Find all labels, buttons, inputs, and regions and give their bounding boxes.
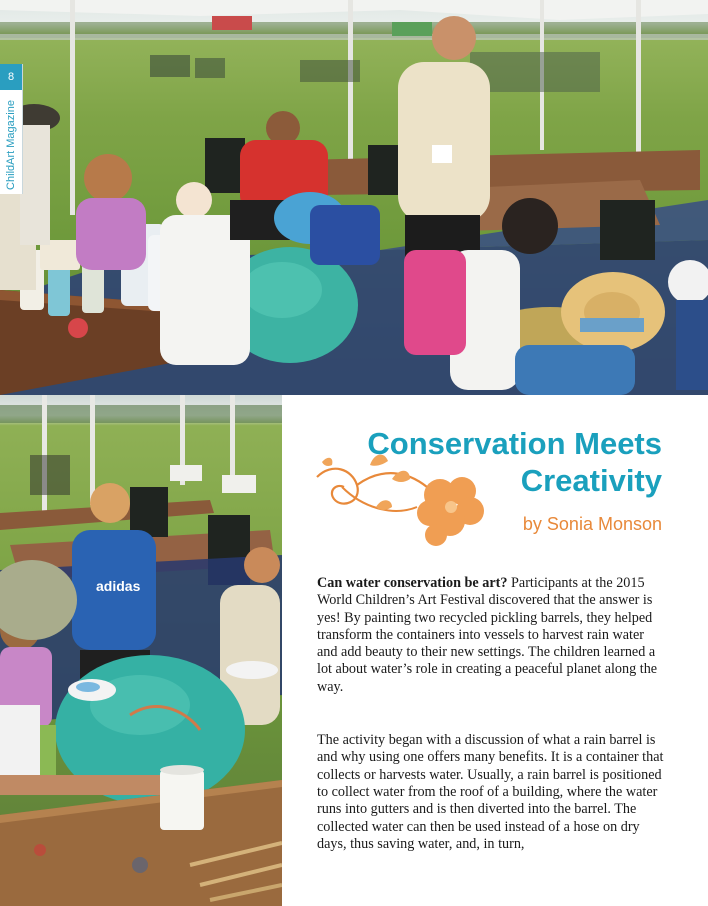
page-number: 8 [0, 64, 22, 90]
photo-children-painting-barrel [0, 0, 708, 395]
paragraph-2: The activity began with a discussion of what a rain barrel is and why using one offers many benefits. It is a container that collects or harvests water. Usually, a rain barrel is positioned to collect water from the roof of a building, where the water runs into gutters and is then diverted into the barrel. The collected water can then be used instead of a hose on dry days, thus saving water, and, in turn, [317, 732, 664, 852]
top-photo-illustration [0, 0, 708, 395]
article-panel [282, 395, 708, 906]
adidas-shirt-text: adidas [96, 578, 141, 594]
paragraph-1 [317, 575, 667, 696]
paragraph-1-rest: Participants at the 2015 World Children’s Art Festival discovered that the answer is yes! By painting two recycled pickling barrels, they helped transform the containers into vessels to harvest rain water and add beauty to their new settings. The children learned a lot about water’s role in creating a peaceful planet along the way. [317, 575, 658, 695]
article-title [322, 425, 662, 499]
article-byline: by Sonia Monson [522, 514, 662, 534]
title-line-1: Conservation Meets [367, 426, 662, 461]
title-line-2: Creativity [520, 463, 662, 498]
magazine-side-tab [0, 64, 23, 194]
magazine-name: ChildArt Magazine [5, 100, 17, 190]
bottom-photo-illustration [0, 395, 282, 906]
article-body [317, 575, 667, 889]
photo-boy-painting-barrel [0, 395, 282, 906]
paragraph-1-lead: Can water conservation be art? [317, 575, 508, 591]
